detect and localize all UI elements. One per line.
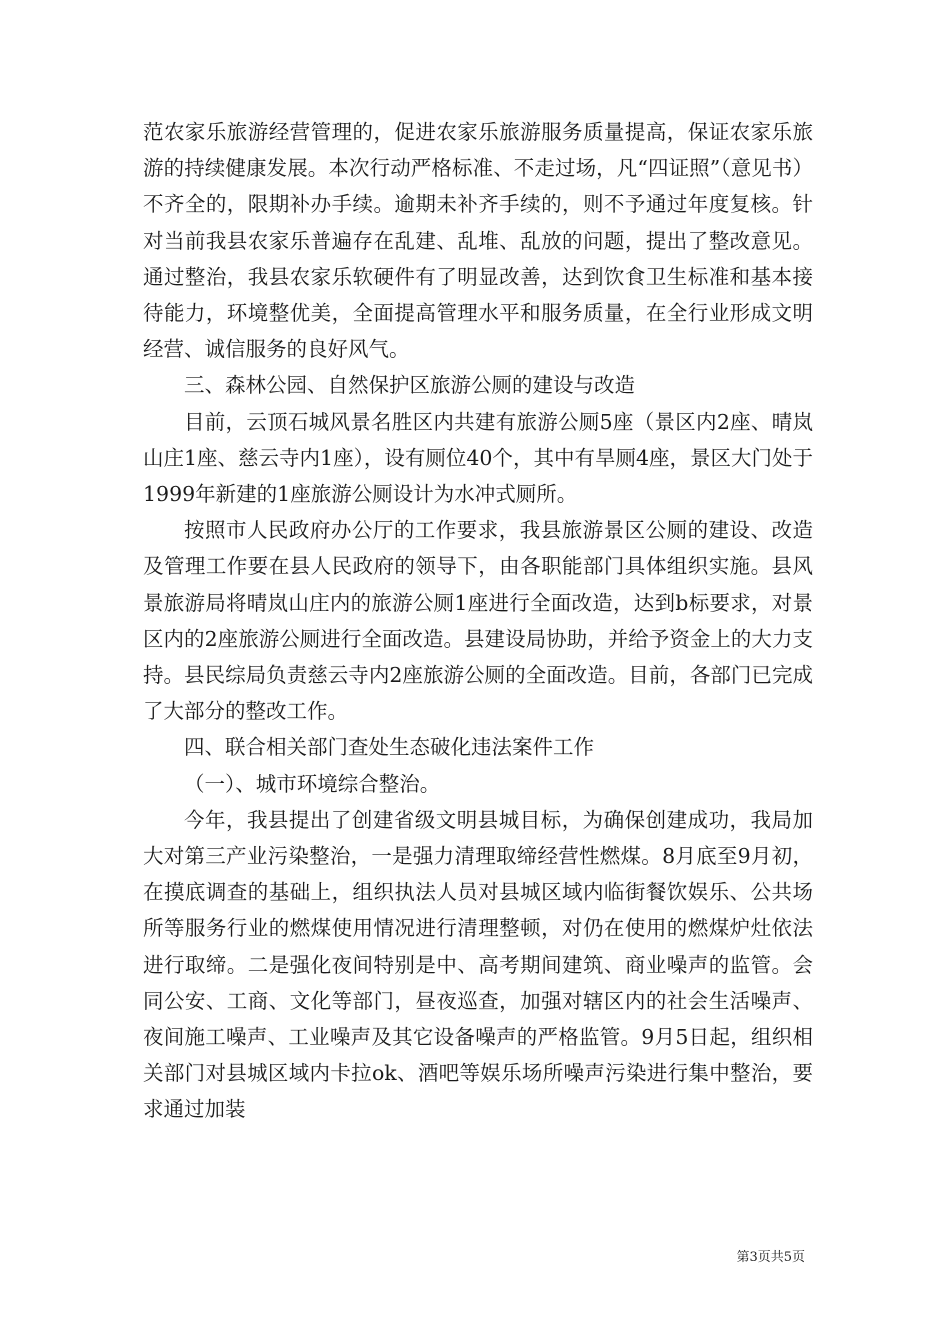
- heading-section-3: 三、森林公园、自然保护区旅游公厕的建设与改造: [184, 373, 635, 398]
- paragraph-urban-environment: 今年，我县提出了创建省级文明县城目标，为确保创建成功，我局加大对第三产业污染整治，一是强力清理取缔经营性燃煤。8月底至9月初，在摸底调查的基础上，组织执法人员对县城区域内临街餐饮娱乐、公共场所等服务行业的燃煤使用情况进行清理整顿，对仍在使用的燃煤炉灶依法进行取缔。二是强化夜间特别是中、高考期间建筑、商业噪声的监管。会同公安、工商、文化等部门，昼夜巡查，加强对辖区内的社会生活噪声、夜间施工噪声、工业噪声及其它设备噪声的严格监管。9月5日起，组织相关部门对县城区域内卡拉ok、酒吧等娱乐场所噪声污染进行集中整治，要求通过加装: [143, 807, 813, 1122]
- page-number: 第3页共5页: [736, 1250, 805, 1265]
- paragraph-toilets-status: 目前，云顶石城风景名胜区内共建有旅游公厕5座（景区内2座、晴岚山庄1座、慈云寺内1座），设有厕位40个，其中有旱厕4座，景区大门处于1999年新建的1座旅游公厕设计为水冲式厕所。: [143, 409, 813, 507]
- heading-section-4: 四、联合相关部门查处生态破化违法案件工作: [184, 735, 594, 760]
- body-text: [143, 114, 813, 1128]
- paragraph-continuation: 范农家乐旅游经营管理的，促进农家乐旅游服务质量提高，保证农家乐旅游的持续健康发展。本次行动严格标准、不走过场，凡“四证照”（意见书）不齐全的，限期补办手续。逾期未补齐手续的，则不予通过年度复核。针对当前我县农家乐普遍存在乱建、乱堆、乱放的问题，提出了整改意见。通过整治，我县农家乐软硬件有了明显改善，达到饮食卫生标准和基本接待能力，环境整优美，全面提高管理水平和服务质量，在全行业形成文明经营、诚信服务的良好风气。: [143, 120, 813, 362]
- subheading-4-1: （一）、城市环境综合整治。: [184, 771, 441, 796]
- paragraph-toilets-plan: 按照市人民政府办公厅的工作要求，我县旅游景区公厕的建设、改造及管理工作要在县人民政府的领导下，由各职能部门具体组织实施。县风景旅游局将晴岚山庄内的旅游公厕1座进行全面改造，达到b标要求，对景区内的2座旅游公厕进行全面改造。县建设局协助，并给予资金上的大力支持。县民综局负责慈云寺内2座旅游公厕的全面改造。目前，各部门已完成了大部分的整改工作。: [143, 518, 813, 724]
